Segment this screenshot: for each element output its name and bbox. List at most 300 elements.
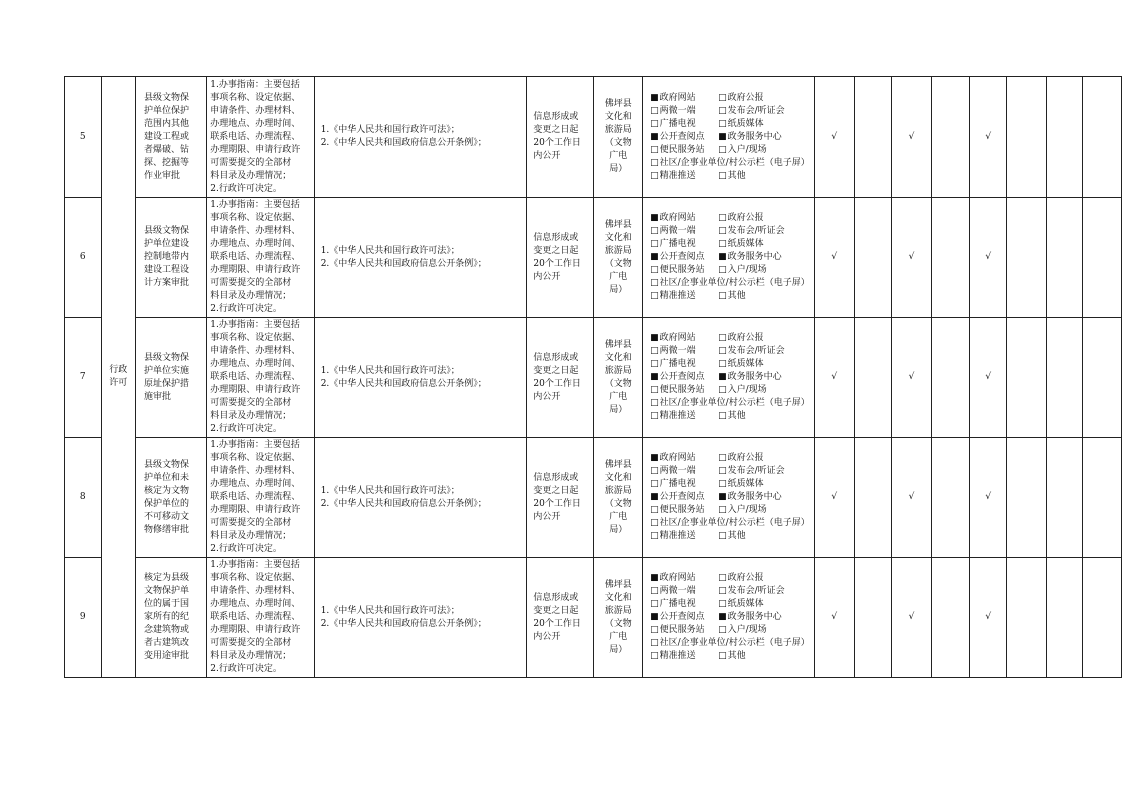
empty-box-icon: □ [650, 651, 659, 661]
item-name-line: 文物保护单 [143, 586, 189, 596]
item-name-line: 作业审批 [143, 170, 180, 181]
law-basis-cell [314, 198, 527, 318]
channel-label: 广播电视 [659, 359, 696, 369]
law-basis-line: 2.《中华人民共和国政府信息公开条例》； [320, 498, 487, 509]
channel-row [650, 598, 810, 611]
channel-option [718, 345, 785, 358]
guide-cell [207, 77, 314, 198]
check-mark-cell [892, 77, 931, 198]
checked-box-icon: ■ [718, 372, 727, 382]
channel-label: 两微一端 [659, 105, 696, 116]
channel-option [650, 264, 718, 277]
time-limit-line: 信息形成或 [533, 592, 579, 603]
channel-option [718, 452, 764, 465]
empty-cell [1083, 77, 1122, 198]
guide-line: 料目录及办理情况； [210, 291, 292, 301]
channel-option [650, 611, 718, 624]
channel-label: 公开查阅点 [659, 492, 705, 502]
channel-label: 精准推送 [659, 291, 696, 301]
channel-label: 政府网站 [659, 333, 696, 343]
channel-label: 两微一端 [659, 346, 696, 356]
department-line: 佛坪县 [604, 339, 632, 350]
check-mark-icon: √ [985, 492, 992, 502]
channel-option [718, 290, 746, 303]
department-line: （文物 [604, 498, 632, 509]
time-limit-line: 信息形成或 [533, 352, 579, 363]
empty-box-icon: □ [650, 599, 659, 609]
item-name-line: 者爆破、钻 [143, 144, 189, 155]
check-mark-cell [892, 318, 931, 438]
guide-cell [207, 558, 314, 678]
guide-line: 申请条件、办理材料、 [210, 226, 301, 236]
law-basis-cell [314, 558, 527, 678]
empty-cell [931, 558, 969, 678]
empty-cell [931, 438, 969, 558]
item-name-line: 护单位保护 [143, 105, 189, 116]
channel-option [650, 491, 718, 504]
empty-box-icon: □ [718, 651, 727, 661]
channel-option [650, 358, 718, 371]
checked-box-icon: ■ [718, 131, 727, 142]
department-line: 旅游局 [604, 485, 632, 496]
empty-box-icon: □ [718, 92, 727, 103]
item-name-line: 保护单位的 [143, 498, 189, 509]
item-name-line: 护单位建设 [143, 239, 189, 249]
channel-row [650, 277, 810, 290]
guide-line: 2.行政许可决定。 [210, 544, 282, 554]
empty-box-icon: □ [718, 453, 727, 463]
department-line: 局） [609, 284, 628, 295]
empty-box-icon: □ [718, 213, 727, 223]
channel-option [650, 384, 718, 397]
channel-row [650, 585, 810, 598]
item-name-line: 变用途审批 [143, 651, 189, 661]
guide-line: 联系电话、办理流程、 [210, 372, 301, 382]
channel-row [650, 264, 810, 277]
channel-label: 发布会/听证会 [727, 105, 785, 116]
guide-line: 事项名称、设定依据、 [210, 92, 301, 103]
channel-label: 入户/现场 [727, 505, 767, 515]
item-name-cell [135, 558, 206, 678]
guide-line: 办理期限、申请行政许 [210, 385, 301, 395]
guide-line: 可需要提交的全部材 [210, 157, 292, 168]
channel-option [718, 332, 764, 345]
empty-cell [1046, 558, 1083, 678]
guide-line: 可需要提交的全部材 [210, 638, 292, 648]
channel-row [650, 504, 810, 517]
empty-box-icon: □ [650, 105, 659, 116]
department-line: 局） [609, 404, 628, 415]
channel-label: 便民服务站 [659, 625, 705, 635]
channel-row [650, 225, 810, 238]
item-name-line: 县级文物保 [143, 459, 189, 470]
guide-line: 2.行政许可决定。 [210, 664, 282, 674]
guide-line: 办理地点、办理时间、 [210, 479, 301, 489]
check-mark-icon: √ [908, 252, 915, 262]
guide-line: 料目录及办理情况； [210, 411, 292, 421]
guide-line: 料目录及办理情况； [210, 651, 292, 661]
channel-option [650, 397, 810, 410]
time-limit-cell [527, 198, 594, 318]
item-name-line: 县级文物保 [143, 92, 189, 103]
time-limit-line: 变更之日起 [533, 485, 579, 496]
empty-cell [854, 558, 892, 678]
channel-row [650, 157, 810, 170]
check-mark-icon: √ [985, 612, 992, 622]
department-line: 佛坪县 [604, 219, 632, 230]
channel-row [650, 345, 810, 358]
channels-cell [643, 198, 815, 318]
item-name-line: 不可移动文 [143, 511, 189, 522]
channel-option [650, 170, 718, 183]
law-basis-line: 1.《中华人民共和国行政许可法》； [320, 245, 460, 256]
guide-cell [207, 438, 314, 558]
check-mark-icon: √ [985, 131, 992, 142]
channel-option [650, 572, 718, 585]
empty-box-icon: □ [650, 265, 659, 275]
channel-label: 入户/现场 [727, 265, 767, 275]
empty-box-icon: □ [718, 118, 727, 129]
department-line: 文化和 [604, 352, 632, 363]
channel-row [650, 452, 810, 465]
empty-cell [931, 318, 969, 438]
row-number-cell: 6 [65, 198, 102, 318]
channel-option [650, 650, 718, 663]
empty-box-icon: □ [650, 359, 659, 369]
check-mark-icon: √ [908, 612, 915, 622]
law-basis-line: 1.《中华人民共和国行政许可法》； [320, 365, 460, 376]
channel-label: 社区/企事业单位/村公示栏（电子屏） [659, 278, 810, 288]
channel-label: 纸质媒体 [727, 599, 764, 609]
check-mark-icon: √ [831, 131, 838, 142]
channel-option [718, 371, 782, 384]
channel-label: 两微一端 [659, 226, 696, 236]
item-name-line: 念建筑物或 [143, 625, 189, 635]
empty-cell [1046, 198, 1083, 318]
channel-option [650, 371, 718, 384]
disclosure-table [64, 76, 1122, 678]
channel-option [718, 465, 785, 478]
channel-label: 社区/企事业单位/村公示栏（电子屏） [659, 518, 810, 528]
item-name-line: 物修缮审批 [143, 524, 189, 535]
channel-option [650, 238, 718, 251]
time-limit-line: 变更之日起 [533, 365, 579, 376]
item-name-line: 核定为县级 [143, 573, 189, 583]
channel-label: 政务服务中心 [727, 492, 782, 502]
channel-option [650, 465, 718, 478]
time-limit-line: 20个工作日 [533, 498, 581, 509]
item-name-line: 控制地带内 [143, 252, 189, 262]
channel-option [718, 251, 782, 264]
channel-row [650, 358, 810, 371]
guide-cell [207, 318, 314, 438]
empty-box-icon: □ [650, 411, 659, 421]
item-name-cell [135, 198, 206, 318]
time-limit-line: 信息形成或 [533, 232, 579, 243]
channel-option [718, 212, 764, 225]
check-mark-icon: √ [831, 372, 838, 382]
channel-label: 便民服务站 [659, 144, 705, 155]
channel-label: 广播电视 [659, 599, 696, 609]
channel-label: 广播电视 [659, 239, 696, 249]
empty-box-icon: □ [650, 531, 659, 541]
channel-option [650, 345, 718, 358]
guide-line: 1.办事指南：主要包括 [210, 200, 300, 210]
law-basis-cell [314, 318, 527, 438]
check-mark-icon: √ [831, 492, 838, 502]
channel-row [650, 478, 810, 491]
channel-option [718, 118, 764, 131]
empty-box-icon: □ [718, 333, 727, 343]
time-limit-line: 内公开 [533, 151, 561, 161]
empty-cell [1046, 318, 1083, 438]
checked-box-icon: ■ [650, 252, 659, 262]
check-mark-icon: √ [908, 131, 915, 142]
department-line: 文化和 [604, 232, 632, 243]
empty-cell [1083, 318, 1122, 438]
channel-row [650, 410, 810, 423]
guide-line: 事项名称、设定依据、 [210, 453, 301, 463]
guide-line: 事项名称、设定依据、 [210, 573, 301, 583]
guide-line: 1.办事指南：主要包括 [210, 79, 300, 90]
channel-row [650, 212, 810, 225]
department-line: 文化和 [604, 112, 632, 122]
time-limit-cell [527, 318, 594, 438]
empty-box-icon: □ [650, 518, 659, 528]
channel-label: 发布会/听证会 [727, 346, 785, 356]
channel-option [650, 410, 718, 423]
channel-row [650, 517, 810, 530]
empty-cell [1046, 438, 1083, 558]
law-basis-line: 2.《中华人民共和国政府信息公开条例》； [320, 138, 487, 148]
checked-box-icon: ■ [718, 492, 727, 502]
check-mark-icon: √ [985, 372, 992, 382]
channel-option [718, 611, 782, 624]
item-name-line: 位的属于国 [143, 599, 189, 609]
empty-cell [931, 77, 969, 198]
time-limit-line: 20个工作日 [533, 378, 581, 389]
item-name-line: 原址保护措 [143, 378, 189, 389]
channel-option [718, 410, 746, 423]
channel-option [650, 251, 718, 264]
empty-box-icon: □ [718, 479, 727, 489]
department-line: 旅游局 [604, 365, 632, 376]
item-name-line: 护单位和未 [143, 472, 189, 483]
channel-option [650, 92, 718, 105]
check-mark-icon: √ [908, 492, 915, 502]
table-row [65, 558, 1122, 678]
empty-box-icon: □ [718, 346, 727, 356]
empty-box-icon: □ [718, 105, 727, 116]
channel-label: 精准推送 [659, 170, 696, 181]
time-limit-line: 变更之日起 [533, 605, 579, 616]
check-mark-cell [814, 558, 854, 678]
law-basis-line: 1.《中华人民共和国行政许可法》； [320, 125, 460, 135]
department-line: 局） [609, 164, 628, 174]
time-limit-line: 信息形成或 [533, 112, 579, 122]
channel-label: 公开查阅点 [659, 252, 705, 262]
channel-option [650, 504, 718, 517]
channel-label: 便民服务站 [659, 265, 705, 275]
department-line: 局） [609, 524, 628, 535]
channel-label: 发布会/听证会 [727, 466, 785, 476]
empty-cell [854, 77, 892, 198]
empty-box-icon: □ [718, 239, 727, 249]
channel-option [650, 530, 718, 543]
department-line: （文物 [604, 138, 632, 148]
channel-label: 政府网站 [659, 573, 696, 583]
channel-label: 发布会/听证会 [727, 586, 785, 596]
disclosure-table-page [64, 76, 1122, 678]
channel-option [650, 118, 718, 131]
table-row [65, 77, 1122, 198]
channel-option [650, 332, 718, 345]
channel-label: 其他 [727, 170, 746, 181]
channel-row [650, 371, 810, 384]
time-limit-line: 20个工作日 [533, 138, 581, 148]
department-line: 局） [609, 644, 628, 655]
department-line: 广电 [609, 271, 628, 282]
empty-box-icon: □ [718, 385, 727, 395]
channel-label: 两微一端 [659, 586, 696, 596]
empty-box-icon: □ [718, 226, 727, 236]
department-cell [594, 558, 643, 678]
empty-cell [1007, 77, 1046, 198]
channel-row [650, 637, 810, 650]
channel-option [650, 637, 810, 650]
guide-line: 事项名称、设定依据、 [210, 213, 301, 223]
guide-line: 办理地点、办理时间、 [210, 239, 301, 249]
row-number-cell: 5 [65, 77, 102, 198]
channel-label: 两微一端 [659, 466, 696, 476]
checked-box-icon: ■ [718, 612, 727, 622]
guide-line: 1.办事指南：主要包括 [210, 560, 300, 570]
guide-line: 2.行政许可决定。 [210, 183, 282, 194]
channel-label: 纸质媒体 [727, 479, 764, 489]
channel-row [650, 332, 810, 345]
channel-row [650, 624, 810, 637]
guide-line: 可需要提交的全部材 [210, 398, 292, 408]
channel-row [650, 144, 810, 157]
item-name-line: 计方案审批 [143, 278, 189, 288]
check-mark-icon: √ [985, 252, 992, 262]
channel-option [650, 144, 718, 157]
guide-line: 联系电话、办理流程、 [210, 252, 301, 262]
channel-label: 纸质媒体 [727, 239, 764, 249]
channel-option [718, 585, 785, 598]
empty-cell [854, 438, 892, 558]
guide-line: 2.行政许可决定。 [210, 304, 282, 314]
item-name-line: 范围内其他 [143, 118, 189, 129]
channel-row [650, 491, 810, 504]
channel-label: 广播电视 [659, 479, 696, 489]
empty-box-icon: □ [650, 346, 659, 356]
guide-line: 料目录及办理情况； [210, 170, 292, 181]
channel-option [718, 225, 785, 238]
guide-line: 办理期限、申请行政许 [210, 505, 301, 515]
channel-option [718, 650, 746, 663]
channel-label: 政务服务中心 [727, 612, 782, 622]
channel-option [718, 238, 764, 251]
channel-option [718, 572, 764, 585]
check-mark-cell [814, 438, 854, 558]
department-line: 广电 [609, 151, 628, 161]
channel-option [718, 530, 746, 543]
table-row [65, 318, 1122, 438]
channel-label: 政务服务中心 [727, 372, 782, 382]
checked-box-icon: ■ [650, 333, 659, 343]
empty-box-icon: □ [718, 573, 727, 583]
guide-cell [207, 198, 314, 318]
channel-label: 政府网站 [659, 453, 696, 463]
guide-line: 办理地点、办理时间、 [210, 359, 301, 369]
channel-option [650, 212, 718, 225]
channel-row [650, 397, 810, 410]
guide-line: 2.行政许可决定。 [210, 424, 282, 434]
guide-line: 可需要提交的全部材 [210, 518, 292, 528]
department-cell [594, 318, 643, 438]
empty-box-icon: □ [650, 144, 659, 155]
item-name-line: 探、挖掘等 [143, 157, 189, 168]
empty-box-icon: □ [650, 586, 659, 596]
empty-box-icon: □ [718, 531, 727, 541]
item-name-line: 县级文物保 [143, 226, 189, 236]
channel-option [718, 491, 782, 504]
channel-label: 发布会/听证会 [727, 226, 785, 236]
checked-box-icon: ■ [650, 492, 659, 502]
checked-box-icon: ■ [650, 92, 659, 103]
empty-box-icon: □ [718, 466, 727, 476]
channel-label: 其他 [727, 531, 746, 541]
department-line: 旅游局 [604, 245, 632, 256]
channel-option [718, 170, 746, 183]
channel-label: 政府网站 [659, 213, 696, 223]
item-name-line: 建设工程或 [143, 131, 189, 142]
checked-box-icon: ■ [650, 612, 659, 622]
channel-label: 政府公报 [727, 333, 764, 343]
item-name-line: 家所有的纪 [143, 612, 189, 622]
channel-label: 便民服务站 [659, 385, 705, 395]
department-line: （文物 [604, 618, 632, 629]
empty-box-icon: □ [718, 291, 727, 301]
empty-box-icon: □ [718, 170, 727, 181]
channel-row [650, 572, 810, 585]
empty-box-icon: □ [718, 144, 727, 155]
department-line: 广电 [609, 631, 628, 642]
channel-label: 公开查阅点 [659, 372, 705, 382]
channel-label: 其他 [727, 651, 746, 661]
law-basis-cell [314, 438, 527, 558]
channel-option [650, 290, 718, 303]
channel-label: 社区/企事业单位/村公示栏（电子屏） [659, 638, 810, 648]
channel-label: 入户/现场 [727, 144, 767, 155]
check-mark-cell [892, 558, 931, 678]
empty-cell [1083, 198, 1122, 318]
channel-row [650, 251, 810, 264]
channel-option [718, 144, 767, 157]
channel-option [718, 504, 767, 517]
channel-label: 精准推送 [659, 531, 696, 541]
time-limit-line: 变更之日起 [533, 245, 579, 256]
guide-line: 料目录及办理情况； [210, 531, 292, 541]
empty-box-icon: □ [650, 625, 659, 635]
channel-row [650, 384, 810, 397]
channel-label: 政府公报 [727, 213, 764, 223]
channel-row [650, 465, 810, 478]
channel-option [718, 598, 764, 611]
check-mark-cell [969, 438, 1006, 558]
check-mark-cell [969, 558, 1006, 678]
